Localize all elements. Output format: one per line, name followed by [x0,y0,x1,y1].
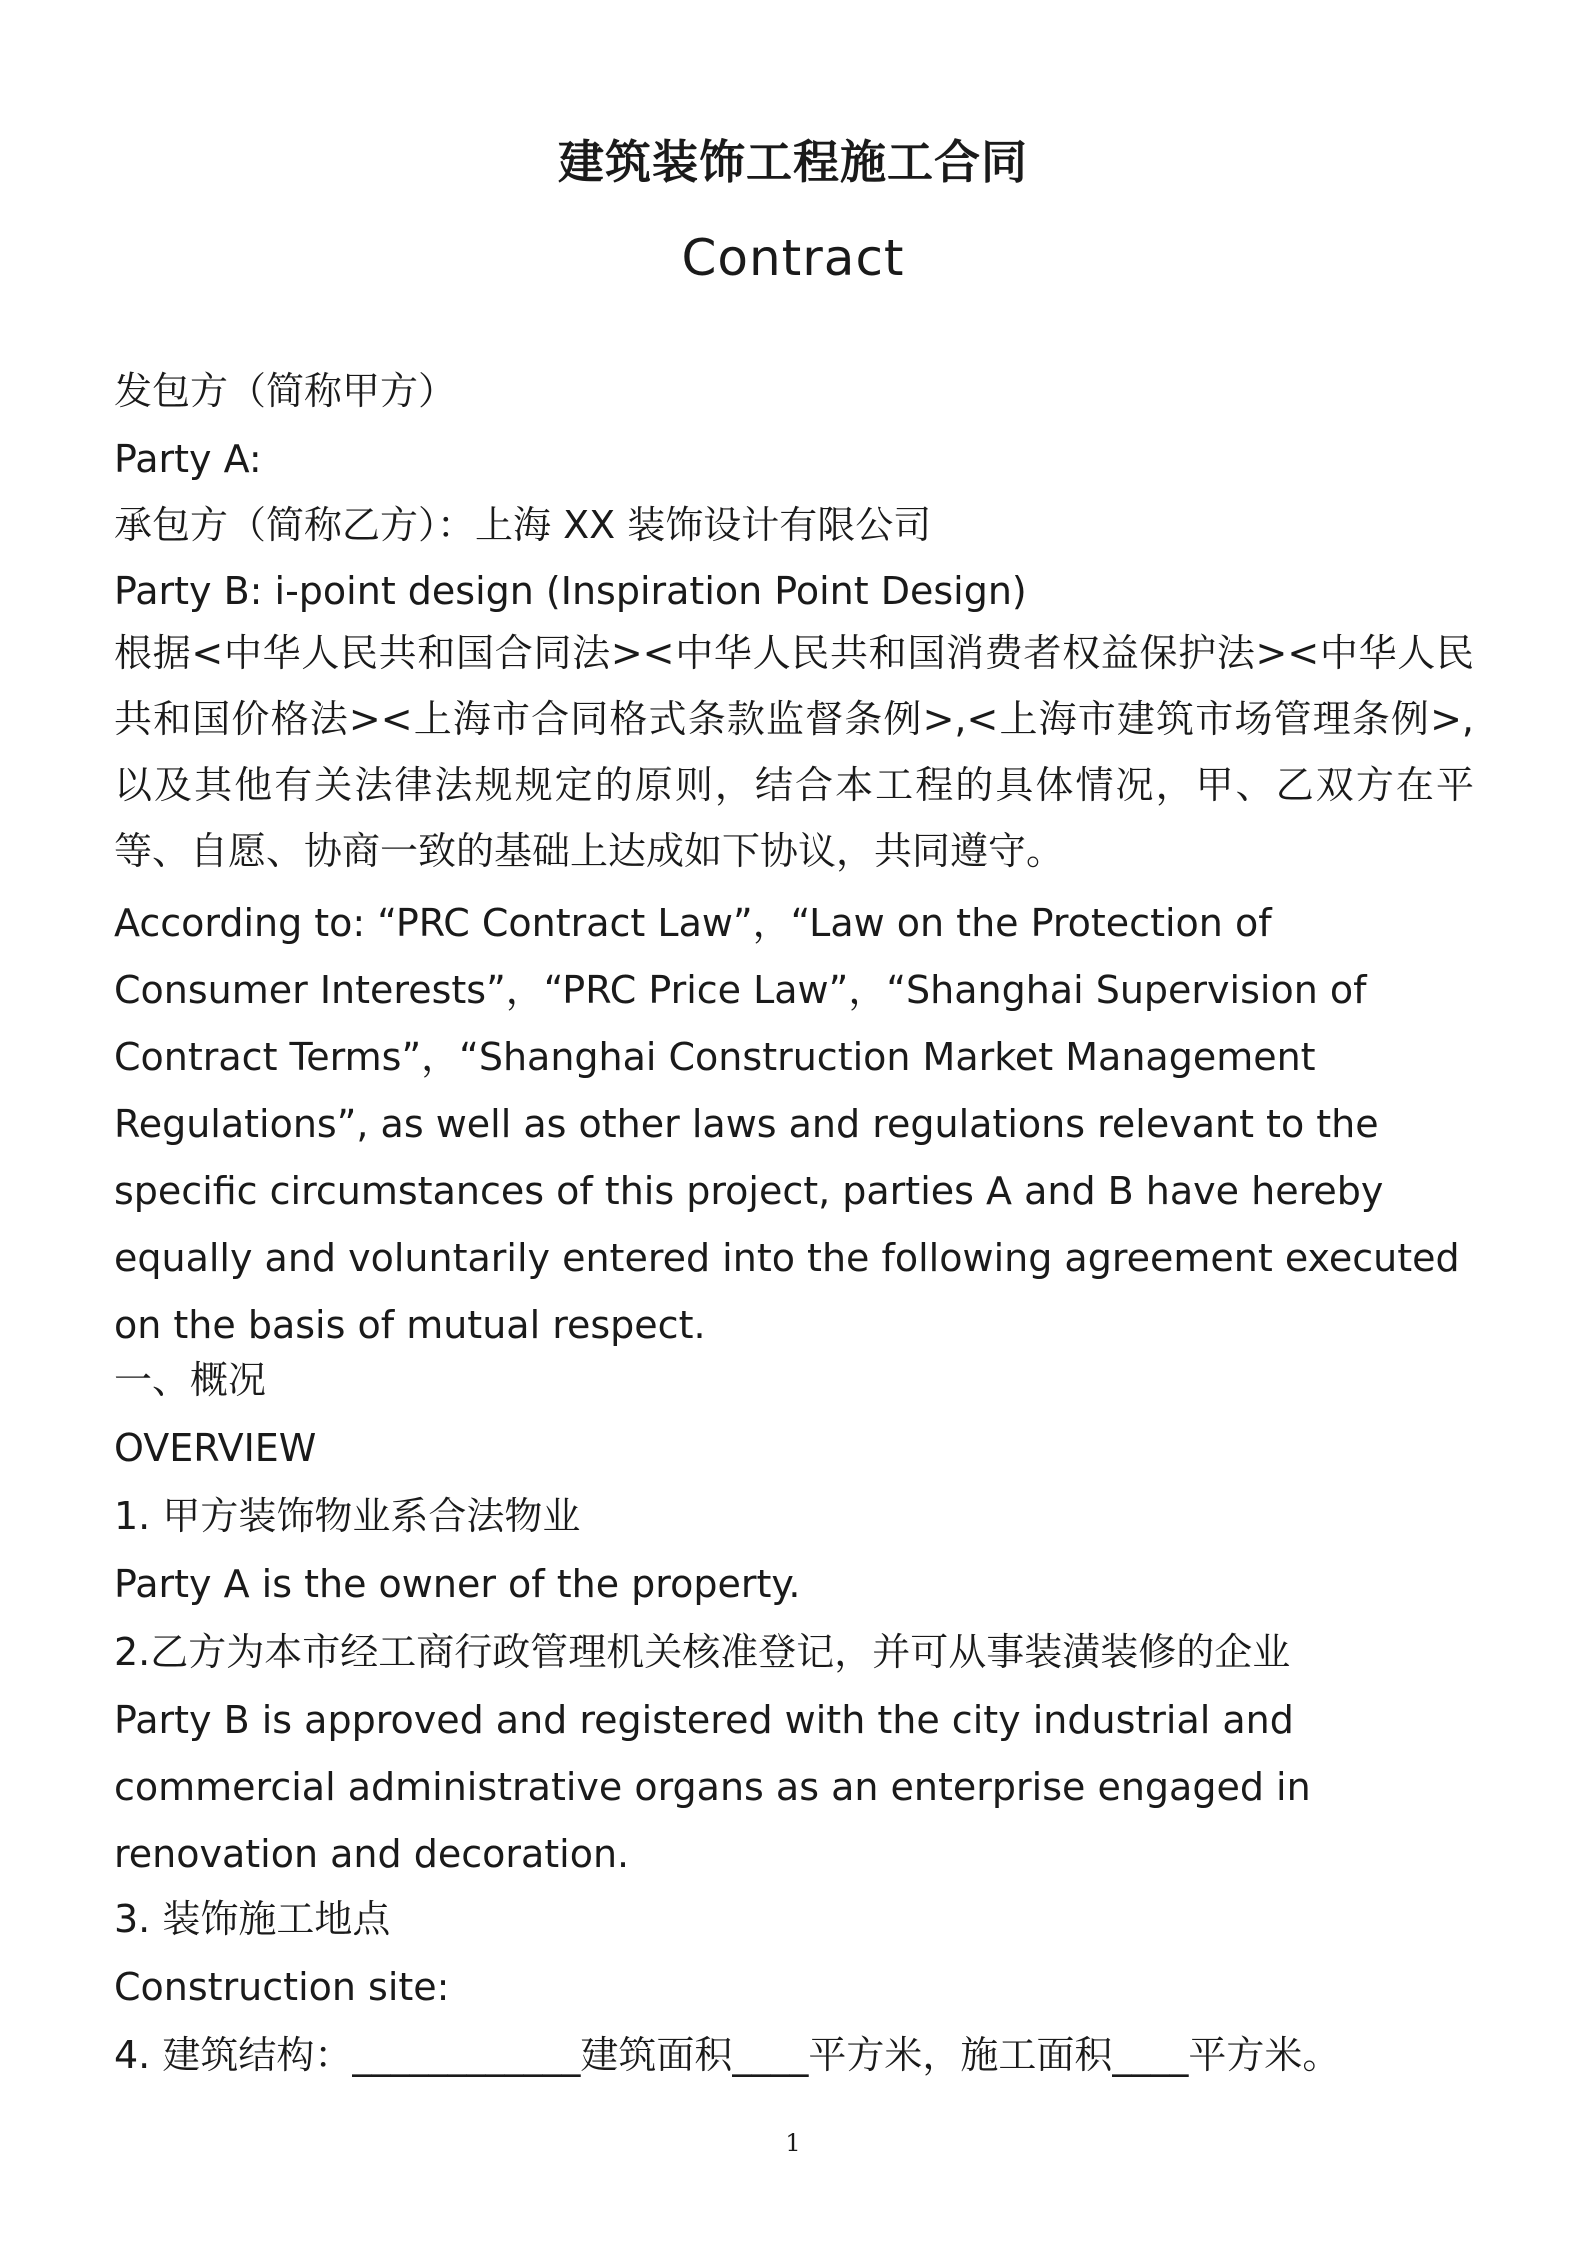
item-1-cn: 1. 甲方装饰物业系合法物业 [114,1494,581,1538]
title-english: Contract [681,229,905,287]
page-number: 1 [785,2129,801,2157]
party-b-label-en: Party B: i-point design (Inspiration Point Design) [114,569,1027,613]
section-heading-cn: 一、概况 [114,1358,267,1402]
title-chinese: 建筑装饰工程施工合同 [558,135,1028,189]
item-1-en: Party A is the owner of the property. [114,1562,801,1606]
item-4-cn: 4. 建筑结构：____________建筑面积____平方米，施工面积____平方米。 [114,2033,1341,2077]
item-3-en: Construction site: [114,1965,450,2009]
item-2-en: Party B is approved and registered with the city industrial and commercial administrative organs as an enterprise engaged in renovation and decoration. [114,1698,1311,1876]
party-a-label-en: Party A: [114,437,262,481]
document-body [114,366,1474,2098]
party-b-label-cn: 承包方（简称乙方）：上海 XX 装饰设计有限公司 [114,503,932,547]
item-3-cn: 3. 装饰施工地点 [114,1897,391,1941]
party-a-label-cn: 发包方（简称甲方） [114,369,457,413]
preamble-cn: 根据<中华人民共和国合同法><中华人民共和国消费者权益保护法><中华人民共和国价格法><上海市合同格式条款监督条例>,<上海市建筑市场管理条例>,以及其他有关法律法规规定的原则，结合本工程的具体情况，甲、乙双方在平等、自愿、协商一致的基础上达成如下协议，共同遵守。 [114,631,1474,873]
item-2-cn: 2.乙方为本市经工商行政管理机关核准登记，并可从事装潢装修的企业 [114,1630,1291,1674]
preamble-en: According to: “PRC Contract Law”，“Law on the Protection of Consumer Interests”，“PRC Price Law”，“Shanghai Supervision of Contract Terms”，“Shanghai Construction Market Management Regulations”, as well as other laws and regulations relevant to the specific circumstances of this project, parties A and B have hereby equally and voluntarily entered into the following agreement executed on the basis of mutual respect. [114,901,1460,1347]
section-heading-en: OVERVIEW [114,1426,317,1470]
